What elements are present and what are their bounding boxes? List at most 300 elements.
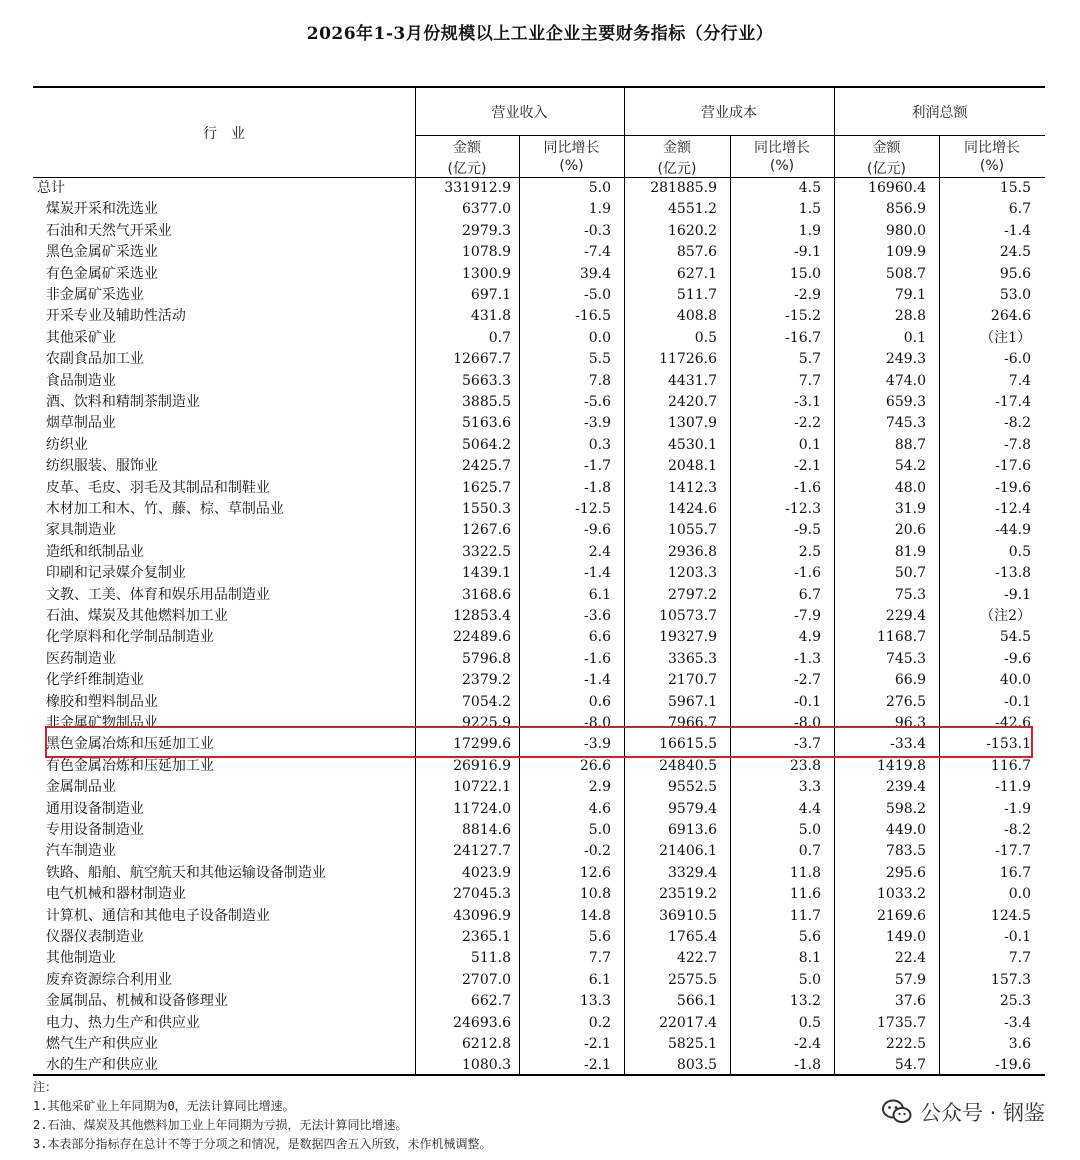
revenue-amount-cell: 8814.6 xyxy=(462,822,511,838)
profit-growth-cell: 3.6 xyxy=(1008,1036,1031,1052)
table-row xyxy=(33,948,1045,969)
table-row xyxy=(33,242,1045,263)
cost-growth-cell: -2.7 xyxy=(794,672,821,689)
profit-amount-cell: 149.0 xyxy=(885,929,926,945)
profit-amount-cell: 54.7 xyxy=(894,1057,926,1074)
footnote-2: 2.石油、煤炭及其他燃料加工业上年同期为亏损，无法计算同比增速。 xyxy=(33,1118,408,1132)
profit-amount-cell: 66.9 xyxy=(894,672,926,689)
revenue-growth-cell: -0.2 xyxy=(584,843,611,860)
industry-name-cell: 汽车制造业 xyxy=(37,843,116,860)
cost-growth-cell: 0.5 xyxy=(798,1014,821,1031)
table-row xyxy=(33,820,1045,841)
profit-amount-cell: 659.3 xyxy=(885,394,926,410)
revenue-growth-cell: -1.4 xyxy=(584,672,611,689)
revenue-growth-cell: 4.6 xyxy=(588,800,611,817)
cost-growth-cell: -15.2 xyxy=(785,308,821,325)
watermark xyxy=(882,1097,1045,1127)
table-row xyxy=(33,413,1045,434)
profit-growth-cell: -0.1 xyxy=(1004,693,1031,710)
cost-growth-cell: 11.8 xyxy=(789,864,821,881)
profit-growth-cell: （注1） xyxy=(980,329,1031,346)
profit-amount-cell: 229.4 xyxy=(885,608,926,624)
cost-amount-cell: 2048.1 xyxy=(668,458,717,475)
profit-amount-cell: 1735.7 xyxy=(877,1014,926,1031)
header-amount-unit: (亿元) xyxy=(447,161,487,177)
profit-growth-cell: 6.7 xyxy=(1008,201,1031,218)
cost-growth-cell: 7.7 xyxy=(798,372,821,389)
cost-growth-cell: 11.7 xyxy=(789,907,821,924)
profit-amount-cell: 474.0 xyxy=(885,372,926,389)
revenue-growth-cell: -2.1 xyxy=(584,1057,611,1074)
table-row xyxy=(33,777,1045,798)
profit-growth-cell: -6.0 xyxy=(1004,351,1031,368)
cost-growth-cell: -0.1 xyxy=(794,693,821,710)
cost-amount-cell: 5825.1 xyxy=(668,1036,717,1052)
revenue-amount-cell: 2979.3 xyxy=(462,222,511,239)
cost-growth-cell: 23.8 xyxy=(789,757,821,774)
cost-amount-cell: 1307.9 xyxy=(668,415,717,432)
industry-name-cell: 专用设备制造业 xyxy=(37,822,144,838)
industry-name-cell: 通用设备制造业 xyxy=(37,800,144,817)
revenue-growth-cell: 0.0 xyxy=(588,329,611,346)
cost-growth-cell: -1.8 xyxy=(794,1057,821,1074)
profit-amount-cell: 1168.7 xyxy=(877,629,926,646)
cost-growth-cell: 4.9 xyxy=(798,629,821,646)
cost-amount-cell: 9552.5 xyxy=(668,779,717,796)
industry-name-cell: 烟草制品业 xyxy=(37,415,116,432)
profit-growth-cell: -13.8 xyxy=(995,565,1031,582)
profit-growth-cell: -153.1 xyxy=(986,736,1031,753)
revenue-amount-cell: 26916.9 xyxy=(453,757,511,774)
revenue-growth-cell: 5.0 xyxy=(588,180,611,196)
table-row xyxy=(33,199,1045,220)
profit-growth-cell: 264.6 xyxy=(990,308,1031,325)
header-growth-unit: (%) xyxy=(979,158,1005,174)
footnote-3: 3.本表部分指标存在总计不等于分项之和情况，是数据四舍五入所致，未作机械调整。 xyxy=(33,1137,492,1151)
revenue-amount-cell: 331912.9 xyxy=(444,180,511,196)
cost-amount-cell: 2797.2 xyxy=(668,586,717,603)
cost-growth-cell: -3.1 xyxy=(794,394,821,410)
industry-name-cell: 电气机械和器材制造业 xyxy=(37,886,186,903)
cost-amount-cell: 4551.2 xyxy=(668,201,717,218)
profit-amount-cell: 1419.8 xyxy=(877,757,926,774)
cost-growth-cell: 11.6 xyxy=(789,886,821,903)
profit-amount-cell: 28.8 xyxy=(894,308,926,325)
table-row xyxy=(33,1055,1045,1076)
header-growth-unit: (%) xyxy=(769,158,795,174)
cost-growth-cell: 2.5 xyxy=(798,543,821,560)
revenue-amount-cell: 662.7 xyxy=(470,993,511,1010)
revenue-amount-cell: 431.8 xyxy=(470,308,511,325)
revenue-growth-cell: -16.5 xyxy=(575,308,611,325)
table-row xyxy=(33,1034,1045,1055)
cost-growth-cell: 5.7 xyxy=(798,351,821,368)
revenue-amount-cell: 1078.9 xyxy=(462,244,511,261)
revenue-amount-cell: 43096.9 xyxy=(453,907,511,924)
profit-amount-cell: 2169.6 xyxy=(877,907,926,924)
header-revenue: 营业收入 xyxy=(491,105,548,121)
industry-name-cell: 石油和天然气开采业 xyxy=(37,222,172,239)
table-row xyxy=(33,991,1045,1012)
watermark-text: 公众号 · 钢鉴 xyxy=(919,1101,1045,1125)
revenue-growth-cell: -5.6 xyxy=(584,394,611,410)
header-growth: 同比增长 xyxy=(964,140,1020,156)
cost-amount-cell: 10573.7 xyxy=(659,608,717,624)
profit-growth-cell: 15.5 xyxy=(999,180,1031,196)
profit-growth-cell: -9.6 xyxy=(1004,650,1031,667)
revenue-growth-cell: 2.4 xyxy=(588,543,611,560)
revenue-amount-cell: 12853.4 xyxy=(453,608,511,624)
industry-name-cell: 其他采矿业 xyxy=(37,329,116,346)
industry-name-cell: 造纸和纸制品业 xyxy=(37,543,144,560)
table-row xyxy=(33,371,1045,392)
revenue-amount-cell: 6212.8 xyxy=(462,1036,511,1052)
cost-growth-cell: 4.5 xyxy=(798,180,821,196)
revenue-amount-cell: 1080.3 xyxy=(462,1057,511,1074)
profit-growth-cell: -0.1 xyxy=(1004,929,1031,945)
revenue-growth-cell: -2.1 xyxy=(584,1036,611,1052)
industry-name-cell: 总计 xyxy=(37,180,65,196)
profit-amount-cell: 22.4 xyxy=(894,950,926,967)
profit-growth-cell: -8.2 xyxy=(1004,822,1031,838)
revenue-amount-cell: 5163.6 xyxy=(462,415,511,432)
revenue-amount-cell: 11724.0 xyxy=(453,800,511,817)
profit-growth-cell: 0.5 xyxy=(1008,543,1031,560)
revenue-amount-cell: 697.1 xyxy=(470,287,511,303)
revenue-amount-cell: 22489.6 xyxy=(453,629,511,646)
profit-growth-cell: 7.4 xyxy=(1008,372,1031,389)
industry-name-cell: 家具制造业 xyxy=(37,522,116,539)
cost-amount-cell: 0.5 xyxy=(694,329,717,346)
profit-growth-cell: -12.4 xyxy=(995,501,1031,517)
profit-amount-cell: 79.1 xyxy=(894,287,926,303)
profit-amount-cell: 783.5 xyxy=(885,843,926,860)
profit-growth-cell: 54.5 xyxy=(999,629,1031,646)
cost-amount-cell: 2170.7 xyxy=(668,672,717,689)
industry-name-cell: 化学纤维制造业 xyxy=(37,672,144,689)
revenue-amount-cell: 5796.8 xyxy=(462,650,511,667)
profit-amount-cell: 0.1 xyxy=(903,329,926,346)
cost-amount-cell: 1203.3 xyxy=(668,565,717,582)
revenue-growth-cell: -3.6 xyxy=(584,608,611,624)
revenue-amount-cell: 6377.0 xyxy=(462,201,511,218)
industry-name-cell: 纺织业 xyxy=(37,436,88,453)
profit-growth-cell: 16.7 xyxy=(999,864,1031,881)
revenue-amount-cell: 5663.3 xyxy=(462,372,511,389)
header-amount-unit: (亿元) xyxy=(657,161,697,177)
table-row xyxy=(33,392,1045,413)
cost-amount-cell: 24840.5 xyxy=(659,757,717,774)
revenue-growth-cell: -3.9 xyxy=(584,415,611,432)
revenue-amount-cell: 3885.5 xyxy=(462,394,511,410)
revenue-amount-cell: 2365.1 xyxy=(462,929,511,945)
table-row xyxy=(33,499,1045,520)
cost-amount-cell: 857.6 xyxy=(676,244,717,261)
profit-growth-cell: -17.4 xyxy=(995,394,1031,410)
industry-name-cell: 计算机、通信和其他电子设备制造业 xyxy=(37,907,270,924)
footnotes xyxy=(33,1078,491,1154)
revenue-growth-cell: 0.3 xyxy=(588,436,611,453)
industry-name-cell: 非金属矿采选业 xyxy=(37,287,144,303)
profit-growth-cell: -3.4 xyxy=(1004,1014,1031,1031)
industry-name-cell: 燃气生产和供应业 xyxy=(37,1036,158,1052)
profit-amount-cell: 57.9 xyxy=(894,971,926,988)
revenue-amount-cell: 17299.6 xyxy=(453,736,511,753)
profit-growth-cell: 157.3 xyxy=(990,971,1031,988)
footnote-1: 1.其他采矿业上年同期为0，无法计算同比增速。 xyxy=(33,1099,295,1113)
table-row xyxy=(33,456,1045,477)
industry-name-cell: 金属制品业 xyxy=(37,779,116,796)
industry-name-cell: 黑色金属冶炼和压延加工业 xyxy=(37,736,214,753)
revenue-growth-cell: 13.3 xyxy=(579,993,611,1010)
profit-amount-cell: 54.2 xyxy=(894,458,926,475)
cost-growth-cell: 3.3 xyxy=(798,779,821,796)
revenue-growth-cell: 6.1 xyxy=(588,971,611,988)
revenue-growth-cell: 12.6 xyxy=(579,864,611,881)
cost-amount-cell: 16615.5 xyxy=(659,736,717,753)
table-row xyxy=(33,970,1045,991)
table-row xyxy=(33,585,1045,606)
cost-amount-cell: 23519.2 xyxy=(659,886,717,903)
table-row xyxy=(33,906,1045,927)
industry-name-cell: 橡胶和塑料制品业 xyxy=(37,693,158,710)
revenue-growth-cell: -8.0 xyxy=(584,715,611,731)
profit-growth-cell: 124.5 xyxy=(990,907,1031,924)
cost-amount-cell: 1412.3 xyxy=(668,479,717,496)
cost-amount-cell: 9579.4 xyxy=(668,800,717,817)
revenue-growth-cell: 5.5 xyxy=(588,351,611,368)
revenue-amount-cell: 2379.2 xyxy=(462,672,511,689)
cost-amount-cell: 1620.2 xyxy=(668,222,717,239)
revenue-amount-cell: 1300.9 xyxy=(462,265,511,282)
cost-amount-cell: 4431.7 xyxy=(668,372,717,389)
financial-table xyxy=(33,86,1045,1076)
cost-amount-cell: 281885.9 xyxy=(650,180,717,196)
profit-growth-cell: 40.0 xyxy=(999,672,1031,689)
table-row xyxy=(33,756,1045,777)
table-row xyxy=(33,884,1045,905)
cost-amount-cell: 1765.4 xyxy=(668,929,717,945)
industry-name-cell: 电力、热力生产和供应业 xyxy=(37,1014,200,1031)
cost-growth-cell: -1.6 xyxy=(794,479,821,496)
table-row xyxy=(33,692,1045,713)
industry-name-cell: 医药制造业 xyxy=(37,650,116,667)
header-amount: 金额 xyxy=(453,140,481,156)
revenue-amount-cell: 2425.7 xyxy=(462,458,511,475)
profit-amount-cell: 745.3 xyxy=(885,650,926,667)
cost-amount-cell: 422.7 xyxy=(676,950,717,967)
revenue-growth-cell: -1.7 xyxy=(584,458,611,475)
cost-amount-cell: 3329.4 xyxy=(668,864,717,881)
profit-amount-cell: 598.2 xyxy=(885,800,926,817)
revenue-amount-cell: 12667.7 xyxy=(453,351,511,368)
revenue-growth-cell: -1.4 xyxy=(584,565,611,582)
cost-growth-cell: 1.9 xyxy=(798,222,821,239)
industry-name-cell: 化学原料和化学制品制造业 xyxy=(37,629,214,646)
cost-growth-cell: 0.1 xyxy=(798,436,821,453)
industry-name-cell: 仪器仪表制造业 xyxy=(37,929,144,945)
cost-growth-cell: -2.1 xyxy=(794,458,821,475)
table-row xyxy=(33,178,1045,199)
revenue-growth-cell: 6.6 xyxy=(588,629,611,646)
profit-growth-cell: -17.7 xyxy=(995,843,1031,860)
cost-growth-cell: -3.7 xyxy=(794,736,821,753)
revenue-amount-cell: 7054.2 xyxy=(462,693,511,710)
cost-amount-cell: 22017.4 xyxy=(659,1014,717,1031)
profit-amount-cell: 980.0 xyxy=(885,222,926,239)
wechat-icon xyxy=(882,1099,912,1125)
cost-amount-cell: 2575.5 xyxy=(668,971,717,988)
profit-amount-cell: 16960.4 xyxy=(868,180,926,196)
cost-growth-cell: 6.7 xyxy=(798,586,821,603)
profit-amount-cell: 109.9 xyxy=(885,244,926,261)
profit-growth-cell: 53.0 xyxy=(999,287,1031,303)
industry-name-cell: 水的生产和供应业 xyxy=(37,1057,158,1074)
cost-amount-cell: 4530.1 xyxy=(668,436,717,453)
table-row xyxy=(33,670,1045,691)
revenue-amount-cell: 27045.3 xyxy=(453,886,511,903)
industry-name-cell: 其他制造业 xyxy=(37,950,116,967)
revenue-amount-cell: 1439.1 xyxy=(462,565,511,582)
revenue-amount-cell: 0.7 xyxy=(488,329,511,346)
profit-growth-cell: -1.9 xyxy=(1004,800,1031,817)
profit-growth-cell: 24.5 xyxy=(999,244,1031,261)
table-row xyxy=(33,863,1045,884)
revenue-growth-cell: 7.8 xyxy=(588,372,611,389)
profit-growth-cell: -19.6 xyxy=(995,1057,1031,1074)
profit-amount-cell: 20.6 xyxy=(894,522,926,539)
profit-growth-cell: -8.2 xyxy=(1004,415,1031,432)
cost-amount-cell: 36910.5 xyxy=(659,907,717,924)
cost-growth-cell: -8.0 xyxy=(794,715,821,731)
profit-amount-cell: 48.0 xyxy=(894,479,926,496)
profit-growth-cell: -7.8 xyxy=(1004,436,1031,453)
revenue-amount-cell: 2707.0 xyxy=(462,971,511,988)
industry-name-cell: 皮革、毛皮、羽毛及其制品和制鞋业 xyxy=(37,479,270,496)
revenue-amount-cell: 1550.3 xyxy=(462,501,511,517)
page-title: 2026年1-3月份规模以上工业企业主要财务指标（分行业） xyxy=(306,24,774,44)
revenue-amount-cell: 4023.9 xyxy=(462,864,511,881)
header-growth: 同比增长 xyxy=(754,140,810,156)
cost-growth-cell: 1.5 xyxy=(798,201,821,218)
revenue-growth-cell: -0.3 xyxy=(584,222,611,239)
industry-name-cell: 有色金属矿采选业 xyxy=(37,265,158,282)
header-growth: 同比增长 xyxy=(543,140,600,156)
revenue-growth-cell: 2.9 xyxy=(588,779,611,796)
table-row xyxy=(33,927,1045,948)
revenue-growth-cell: 0.2 xyxy=(588,1014,611,1031)
cost-amount-cell: 1424.6 xyxy=(668,501,717,517)
table-row xyxy=(33,221,1045,242)
profit-amount-cell: 96.3 xyxy=(894,715,926,731)
cost-growth-cell: 5.6 xyxy=(798,929,821,945)
industry-name-cell: 开采专业及辅助性活动 xyxy=(37,308,186,325)
revenue-amount-cell: 10722.1 xyxy=(453,779,511,796)
profit-amount-cell: 239.4 xyxy=(885,779,926,796)
cost-amount-cell: 1055.7 xyxy=(668,522,717,539)
header-growth-unit: (%) xyxy=(559,158,584,174)
profit-amount-cell: 249.3 xyxy=(885,351,926,368)
industry-name-cell: 文教、工美、体育和娱乐用品制造业 xyxy=(37,586,270,603)
revenue-amount-cell: 3322.5 xyxy=(462,543,511,560)
cost-growth-cell: 5.0 xyxy=(798,822,821,838)
cost-amount-cell: 7966.7 xyxy=(668,715,717,731)
profit-amount-cell: 276.5 xyxy=(885,693,926,710)
highlight-box xyxy=(45,726,1033,758)
cost-amount-cell: 3365.3 xyxy=(668,650,717,667)
profit-growth-cell: 116.7 xyxy=(990,757,1031,774)
revenue-growth-cell: -5.0 xyxy=(584,287,611,303)
revenue-growth-cell: 5.0 xyxy=(588,822,611,838)
profit-amount-cell: 75.3 xyxy=(894,586,926,603)
table-row xyxy=(33,478,1045,499)
profit-amount-cell: 508.7 xyxy=(885,265,926,282)
profit-amount-cell: -33.4 xyxy=(890,736,926,753)
profit-amount-cell: 31.9 xyxy=(894,501,926,517)
revenue-amount-cell: 3168.6 xyxy=(462,586,511,603)
table-row xyxy=(33,649,1045,670)
industry-name-cell: 木材加工和木、竹、藤、棕、草制品业 xyxy=(37,501,284,517)
cost-growth-cell: -2.4 xyxy=(794,1036,821,1052)
cost-growth-cell: -2.2 xyxy=(794,415,821,432)
cost-amount-cell: 5967.1 xyxy=(668,693,717,710)
table-row xyxy=(33,285,1045,306)
revenue-amount-cell: 9225.9 xyxy=(462,715,511,731)
revenue-amount-cell: 24693.6 xyxy=(453,1014,511,1031)
profit-growth-cell: 0.0 xyxy=(1008,886,1031,903)
table-row xyxy=(33,563,1045,584)
table-row xyxy=(33,264,1045,285)
table-row xyxy=(33,627,1045,648)
revenue-growth-cell: -9.6 xyxy=(584,522,611,539)
table-row xyxy=(33,606,1045,627)
cost-growth-cell: 15.0 xyxy=(789,265,821,282)
table-row xyxy=(33,1013,1045,1034)
profit-amount-cell: 37.6 xyxy=(894,993,926,1010)
table-row xyxy=(33,520,1045,541)
profit-growth-cell: 95.6 xyxy=(999,265,1031,282)
profit-amount-cell: 88.7 xyxy=(894,436,926,453)
header-amount: 金额 xyxy=(872,140,901,156)
industry-name-cell: 印刷和记录媒介复制业 xyxy=(37,565,186,582)
profit-amount-cell: 1033.2 xyxy=(877,886,926,903)
footnote-label: 注： xyxy=(33,1080,58,1094)
cost-amount-cell: 21406.1 xyxy=(659,843,717,860)
industry-name-cell: 黑色金属矿采选业 xyxy=(37,244,158,261)
cost-growth-cell: -7.9 xyxy=(794,608,821,624)
cost-growth-cell: -2.9 xyxy=(794,287,821,303)
revenue-growth-cell: 26.6 xyxy=(579,757,611,774)
cost-amount-cell: 627.1 xyxy=(676,265,717,282)
revenue-growth-cell: 14.8 xyxy=(579,907,611,924)
revenue-amount-cell: 1267.6 xyxy=(462,522,511,539)
cost-amount-cell: 566.1 xyxy=(676,993,717,1010)
cost-growth-cell: -12.3 xyxy=(785,501,821,517)
profit-growth-cell: -1.4 xyxy=(1004,222,1031,239)
header-industry: 行 业 xyxy=(203,126,245,142)
profit-growth-cell: -17.6 xyxy=(995,458,1031,475)
industry-name-cell: 非金属矿物制品业 xyxy=(37,715,158,731)
cost-growth-cell: 13.2 xyxy=(789,993,821,1010)
revenue-amount-cell: 24127.7 xyxy=(453,843,511,860)
revenue-growth-cell: 7.7 xyxy=(588,950,611,967)
revenue-growth-cell: -1.8 xyxy=(584,479,611,496)
profit-amount-cell: 856.9 xyxy=(885,201,926,218)
table-row xyxy=(33,799,1045,820)
industry-name-cell: 煤炭开采和洗选业 xyxy=(37,201,158,218)
revenue-growth-cell: 6.1 xyxy=(588,586,611,603)
revenue-growth-cell: -3.9 xyxy=(584,736,611,753)
